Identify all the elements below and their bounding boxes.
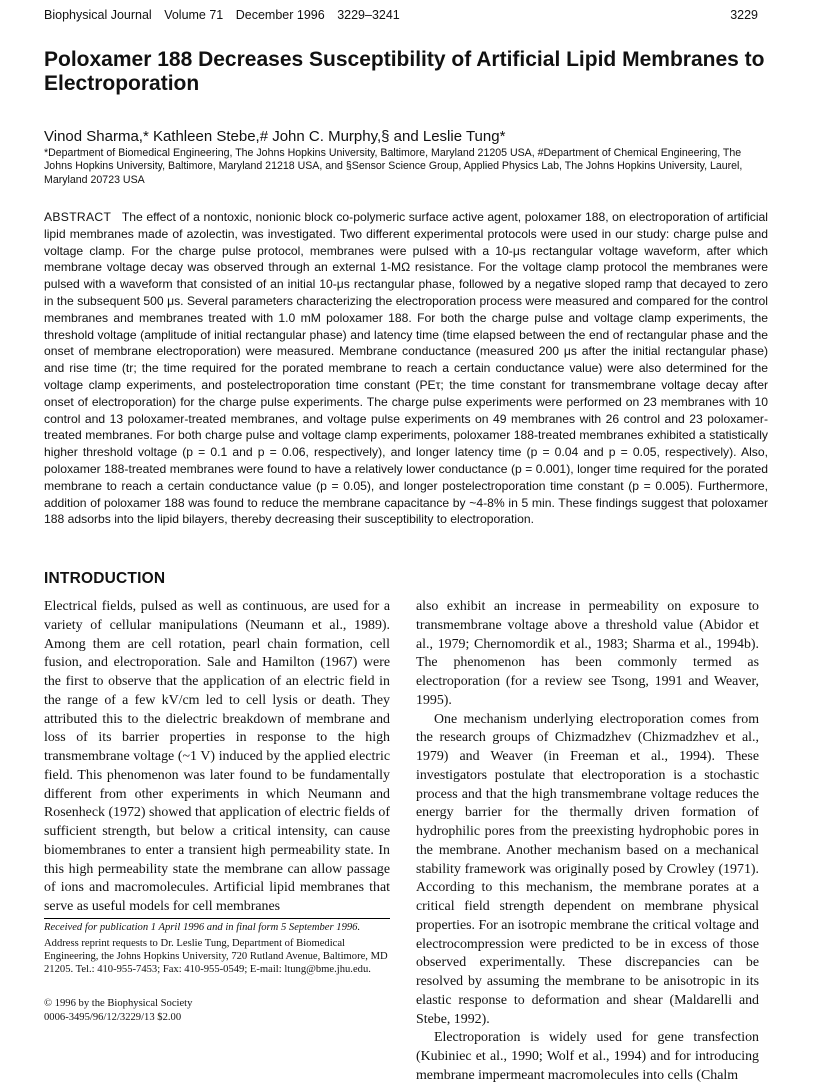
journal-volume: Volume 71 <box>164 8 224 22</box>
author-list: Vinod Sharma,* Kathleen Stebe,# John C. Murphy,§ and Leslie Tung* <box>44 128 506 145</box>
body-paragraph: Electroporation is widely used for gene transfection (Kubiniec et al., 1990; Wolf et al., 1994) and for introducing membrane impermeant macromolecules into cells (Chalm <box>416 1030 759 1083</box>
author-affiliations: *Department of Biomedical Engineering, The Johns Hopkins University, Baltimore, Maryland 21205 USA, #Department of Chemical Engineering, The Johns Hopkins University, Baltimore, Maryland 21218 USA, and §Sensor Science Group, Applied Physics Lab, The Johns Hopkins University, Laurel, Maryland 20723 USA <box>44 147 743 186</box>
abstract-label: ABSTRACT <box>44 210 112 224</box>
body-paragraph: One mechanism underlying electroporation comes from the research groups of Chizmadzhev (Chizmadzhev et al., 1979) and Weaver (in Freeman et al., 1994). These investigators postulate that electroporation is a stochastic process and that the high transmembrane voltage reduces the energy barrier for the thermally driven formation of hydrophilic pores from the preexisting hydrophobic pores in the membrane. Another mechanism based on a mechanical stability framework was originally posed by Crowley (1971). According to this mechanism, the membrane porates at a critical field strength dependent on membrane physical properties. For an isotropic membrane the critical voltage and electrocompression were predicted to be in excess of those observed experimentally. These discrepancies can be resolved by assuming the membrane to be anisotropic in its elastic response to deformation and shear (Maldarelli and Stebe, 1992). <box>416 711 759 1027</box>
right-text-column <box>416 598 759 1086</box>
journal-name: Biophysical Journal <box>44 8 152 22</box>
running-header <box>44 8 758 22</box>
footnote-divider <box>44 918 390 919</box>
body-paragraph: Electrical fields, pulsed as well as continuous, are used for a variety of cellular manipulations (Neumann et al., 1989). Among them are cell rotation, pearl chain formation, cell fusion, and electroporation. Sale and Hamilton (1967) were the first to observe that the application of an electric field in the range of a few kV/cm led to cell lysis or death. They attributed this to the dielectric breakdown of membrane and loss of its barrier properties in response to the high transmembrane voltage (~1 V) induced by the applied electric field. This phenomenon was later found to be fundamentally different from other experiments in which Neumann and Rosenheck (1972) showed that application of electric fields of sufficient strength, but below a critical intensity, can cause biomembranes to enter a transient high permeability state. In this high permeability state the membrane can allow passage of ions and macromolecules. Artificial lipid membranes that serve as useful models for cell membranes <box>44 599 390 914</box>
footnote-received: Received for publication 1 April 1996 and in final form 5 September 1996. <box>44 922 361 933</box>
page-number: 3229 <box>730 8 758 22</box>
article-title: Poloxamer 188 Decreases Susceptibility of Artificial Lipid Membranes to Electroporation <box>44 48 765 95</box>
body-paragraph: also exhibit an increase in permeability on exposure to transmembrane voltage above a threshold value (Abidor et al., 1979; Chernomordik et al., 1983; Sharma et al., 1994b). The phenomenon has been commonly termed as electroporation (for a review see Tsong, 1991 and Weaver, 1995). <box>416 599 759 708</box>
abstract-text: The effect of a nontoxic, nonionic block co-polymeric surface active agent, poloxamer 188, on electroporation of artificial lipid membranes made of azolectin, was investigated. Two different experimental protocols were used in our study: charge pulse and voltage clamp. For the charge pulse protocol, membranes were pulsed with a 10-μs rectangular voltage waveform, after which membrane voltage decay was observed through an external 1-MΩ resistance. For the voltage clamp protocol the membranes were pulsed with a waveform that consisted of an initial 10-μs rectangular phase, followed by a negative sloped ramp that decayed to zero in the subsequent 500 μs. Several parameters characterizing the electroporation process were measured and compared for the control membranes and membranes treated with 1.0 mM poloxamer 188. For both the charge pulse and voltage clamp experiments, the threshold voltage (amplitude of initial rectangular phase) and latency time (time elapsed between the end of rectangular phase and the onset of membrane electroporation) were measured. Membrane conductance (measured 200 μs after the initial rectangular phase) and rise time (tr; the time required for the porated membrane to reach a certain conductance value) were also determined for the voltage clamp experiments, and postelectroporation time constant (PEτ; the time constant for transmembrane voltage decay after onset of electroporation) for the charge pulse experiments. The charge pulse experiments were performed on 23 membranes with 10 control and 13 poloxamer-treated membranes, and voltage pulse experiments on 49 membranes with 26 control and 23 poloxamer-treated membranes. For both charge pulse and voltage clamp experiments, poloxamer 188-treated membranes exhibited a statistically higher threshold voltage (p = 0.1 and p = 0.06, respectively), and longer latency time (p = 0.04 and p = 0.05, respectively). Also, poloxamer 188-treated membranes were found to have a relatively lower conductance (p = 0.001), longer time required for the porated membrane to reach a certain conductance value (p = 0.05), and longer postelectroporation time constant (p = 0.005). Furthermore, addition of poloxamer 188 was found to reduce the membrane capacitance by ~4-8% in 5 min. These findings suggest that poloxamer 188 adsorbs into the lipid bilayers, thereby decreasing their susceptibility to electroporation. <box>44 210 768 527</box>
journal-pages: 3229–3241 <box>337 8 400 22</box>
header-citation <box>44 8 409 22</box>
journal-date: December 1996 <box>235 8 325 22</box>
footnote-code: 0006-3495/96/12/3229/13 $2.00 <box>44 1012 182 1023</box>
left-text-column <box>44 598 390 917</box>
footnote-copyright: © 1996 by the Biophysical Society <box>44 998 193 1009</box>
footnote-address: Address reprint requests to Dr. Leslie Tung, Department of Biomedical Engineering, the Johns Hopkins University, 720 Rutland Avenue, Baltimore, MD 21205. Tel.: 410-955-7453; Fax: 410-955-0549; E-mail: ltung@bme.jhu.edu. <box>44 938 388 976</box>
section-heading-introduction: INTRODUCTION <box>44 570 166 587</box>
abstract <box>44 209 768 528</box>
